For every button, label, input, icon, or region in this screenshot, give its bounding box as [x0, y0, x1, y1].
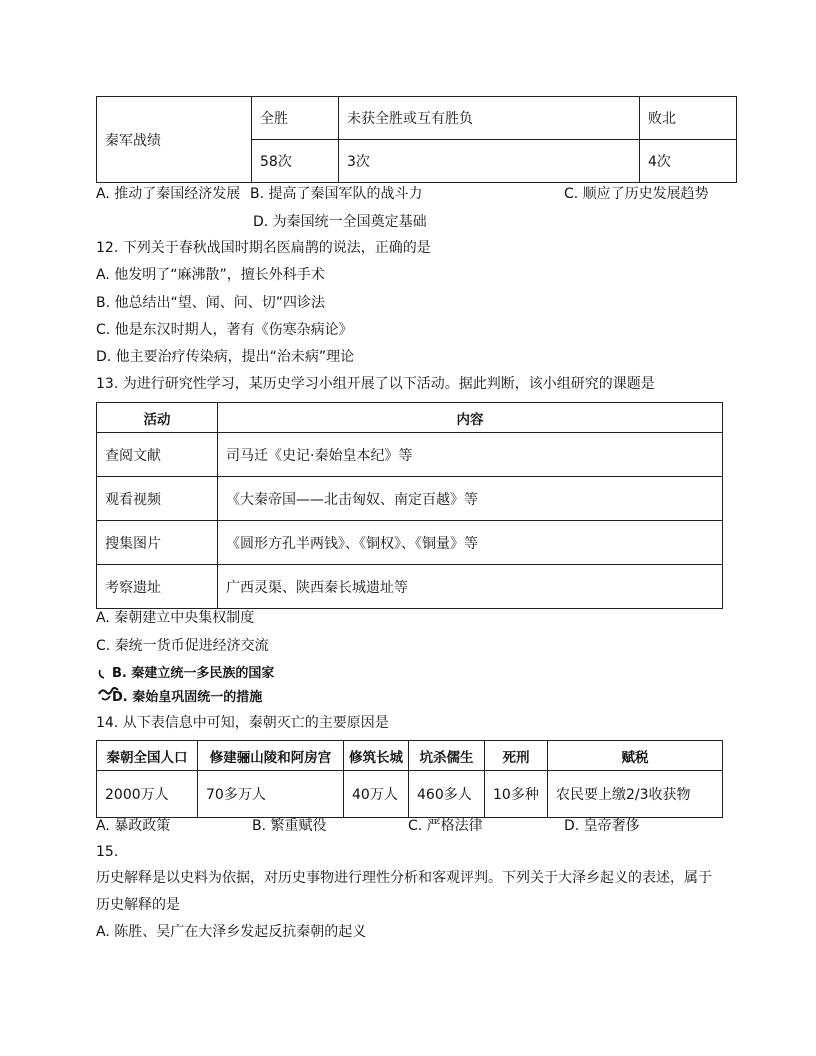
header-cell: 修筑长城: [344, 741, 409, 771]
content-cell: 《圆形方孔半两钱》、《铜权》、《铜量》等: [218, 521, 723, 565]
value-cell: 58次: [252, 140, 339, 183]
header-cell: 未获全胜或互有胜负: [339, 97, 640, 140]
value-cell: 70多万人: [198, 771, 344, 818]
q11-option-c: C. 顺应了历史发展趋势: [564, 186, 709, 202]
q15-stem-line2: 历史解释的是: [96, 897, 180, 913]
q14-option-a: A. 暴政政策: [96, 818, 171, 834]
table-row: [97, 565, 723, 609]
value-cell: 农民要上缴2/3收获物: [548, 771, 723, 818]
q13-option-b: B. 秦建立统一多民族的国家: [112, 666, 275, 681]
table-row: [97, 771, 723, 818]
q12-option-b: B. 他总结出“望、闻、问、切”四诊法: [96, 295, 326, 311]
header-cell: 秦朝全国人口: [97, 741, 198, 771]
activity-cell: 查阅文献: [97, 433, 218, 477]
header-cell: 内容: [218, 403, 723, 433]
q14-option-b: B. 繁重赋役: [252, 818, 327, 834]
activity-cell: 考察遗址: [97, 565, 218, 609]
header-cell: 死刑: [485, 741, 548, 771]
value-cell: 2000万人: [97, 771, 198, 818]
content-cell: 《大秦帝国——北击匈奴、南定百越》等: [218, 477, 723, 521]
q12-option-c: C. 他是东汉时期人，著有《伤寒杂病论》: [96, 322, 353, 338]
q14-stem: 14. 从下表信息中可知，秦朝灭亡的主要原因是: [96, 715, 389, 731]
value-cell: 460多人: [409, 771, 485, 818]
header-cell: 坑杀儒生: [409, 741, 485, 771]
table-header-row: [97, 403, 723, 433]
value-cell: 3次: [339, 140, 640, 183]
table-row: [97, 97, 737, 140]
qin-statistics-table: [96, 740, 723, 818]
value-cell: 10多种: [485, 771, 548, 818]
activity-cell: 观看视频: [97, 477, 218, 521]
q13-stem: 13. 为进行研究性学习，某历史学习小组开展了以下活动。据此判断，该小组研究的课题是: [96, 376, 655, 392]
q15-stem-line1: 历史解释是以史料为依据，对历史事物进行理性分析和客观评判。下列关于大泽乡起义的表述，属于: [96, 870, 712, 886]
table-row: [97, 521, 723, 565]
q11-option-a: A. 推动了秦国经济发展: [96, 186, 241, 202]
q12-stem: 12. 下列关于春秋战国时期名医扁鹊的说法，正确的是: [96, 240, 431, 256]
q13-option-c: C. 秦统一货币促进经济交流: [96, 638, 269, 654]
research-activity-table: [96, 402, 723, 609]
q14-option-c: C. 严格法律: [408, 818, 483, 834]
header-cell: 活动: [97, 403, 218, 433]
value-cell: 4次: [640, 140, 737, 183]
table-row: [97, 477, 723, 521]
header-cell: 修建骊山陵和阿房宫: [198, 741, 344, 771]
header-cell: 全胜: [252, 97, 339, 140]
q12-option-d: D. 他主要治疗传染病，提出“治未病”理论: [96, 349, 355, 365]
battle-record-table: [96, 96, 737, 183]
header-cell: 败北: [640, 97, 737, 140]
q12-option-a: A. 他发明了“麻沸散”，擅长外科手术: [96, 267, 325, 283]
content-cell: 广西灵渠、陕西秦长城遗址等: [218, 565, 723, 609]
row-header-cell: 秦军战绩: [97, 97, 252, 183]
q11-option-d: D. 为秦国统一全国奠定基础: [253, 214, 427, 230]
activity-cell: 搜集图片: [97, 521, 218, 565]
value-cell: 40万人: [344, 771, 409, 818]
table-header-row: [97, 741, 723, 771]
table-row: [97, 433, 723, 477]
q11-option-b: B. 提高了秦国军队的战斗力: [250, 186, 423, 202]
q15-number: 15.: [96, 844, 119, 860]
q15-option-a: A. 陈胜、吴广在大泽乡发起反抗秦朝的起义: [96, 924, 367, 940]
q14-option-d: D. 皇帝奢侈: [564, 818, 640, 834]
q13-option-a: A. 秦朝建立中央集权制度: [96, 610, 255, 626]
q13-option-d: D. 秦始皇巩固统一的措施: [112, 690, 263, 705]
content-cell: 司马迁《史记·秦始皇本纪》等: [218, 433, 723, 477]
header-cell: 赋税: [548, 741, 723, 771]
